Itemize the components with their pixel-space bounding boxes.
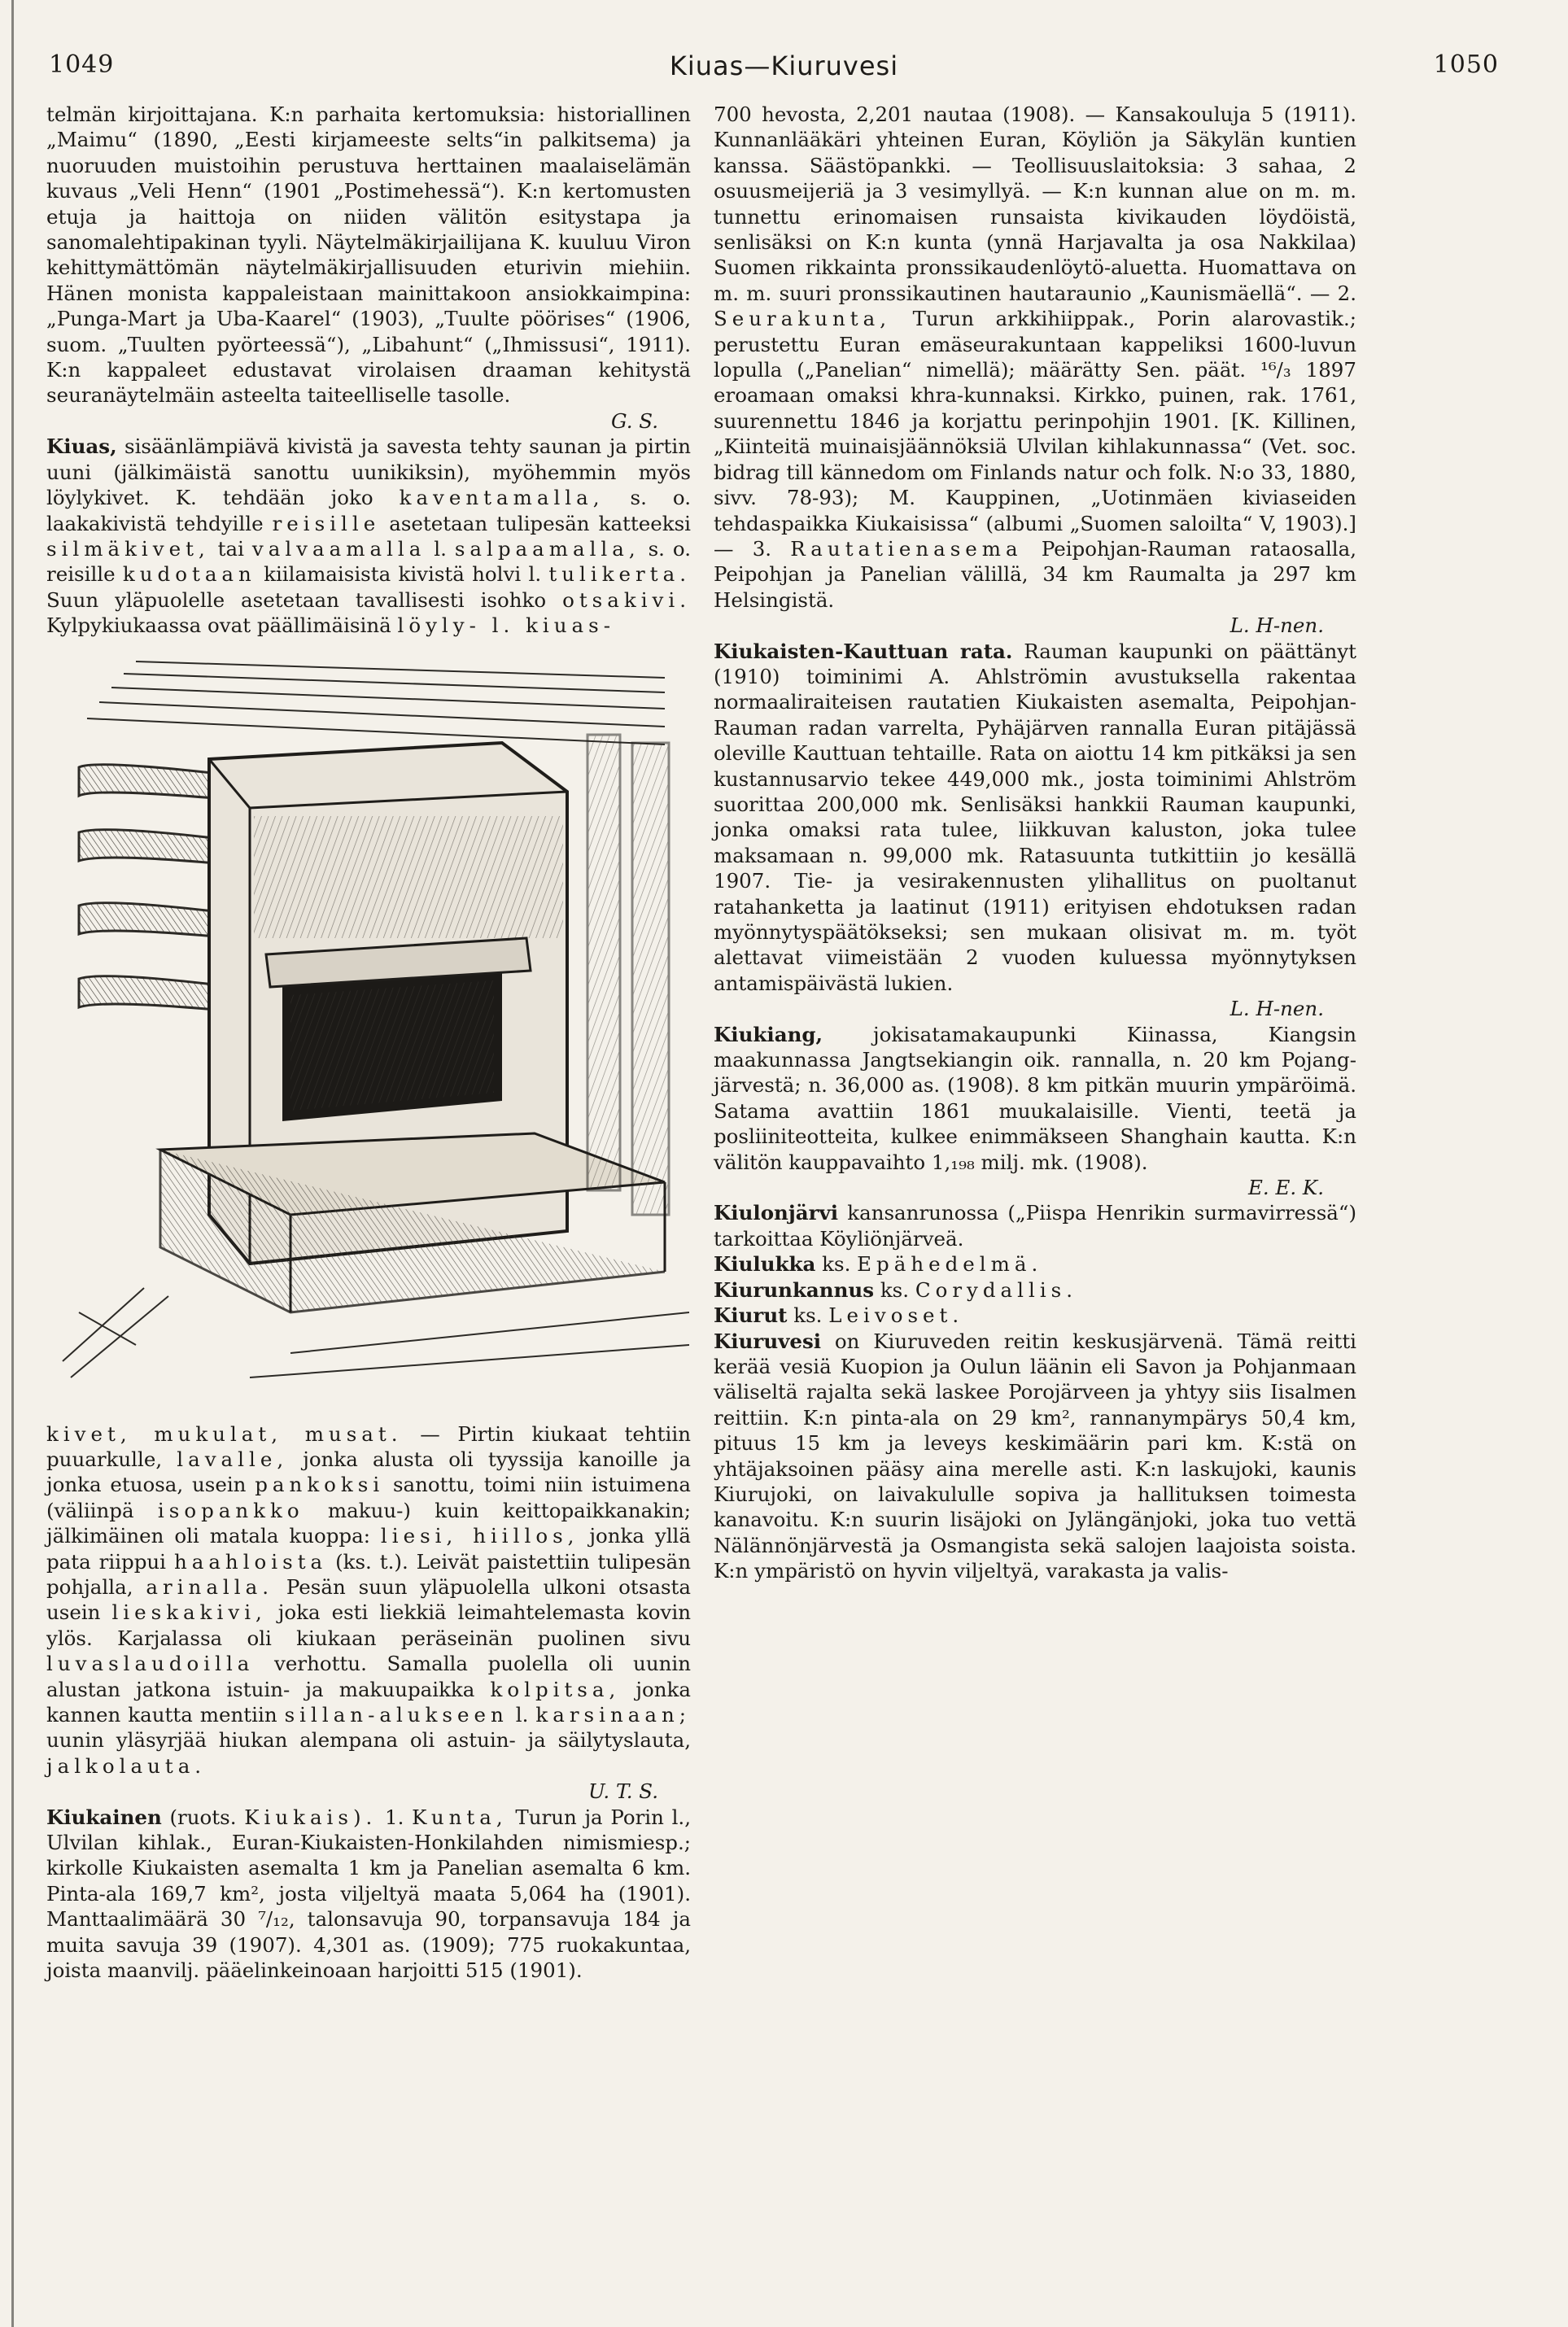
text: sanottu, toimi niin istuimena (väliinpä: [46, 1473, 691, 1522]
text: s. o. reisille: [46, 536, 691, 587]
headword: Kiulonjärvi: [714, 1201, 839, 1225]
text: kiilamaisista kivistä holvi l.: [256, 562, 549, 587]
spaced-term: Kiukais).: [244, 1805, 378, 1829]
entry-kiulonjarvi: [714, 1200, 1356, 1251]
text: Turun ja Porin l., Ulvilan kihlak., Euran-Kiukaisten-Honkilahden nimismiesp.; kirkolle Kiukaisten asemalta 1 km ja Panelian asemalta 6 km. Pinta-ala 169,7 km², josta viljeltyä maata 5,064 ha (1901). Manttaalimäärä 30 ⁷/₁₂, talonsavuja 90, torpansavuja 184 ja muita savuja 39 (1907). 4,301 as. (1909); 775 ruokakuntaa, joista maanvilj. pääelinkeinoaan harjoitti 515 (1901).: [46, 1805, 691, 1983]
text: Pesän suun yläpuolella ulkoni otsasta usein: [46, 1574, 691, 1625]
entry-kiulukka: [714, 1251, 1356, 1277]
text: tai: [209, 536, 252, 561]
spaced-term: karsinaan;: [535, 1703, 691, 1727]
text: kansanrunossa („Piispa Henrikin surmavirressä“) tarkoittaa Köyliönjärveä.: [714, 1201, 1356, 1251]
sauna-stove-drawing: [46, 645, 689, 1418]
text: joka esti liekkiä leimahtelemasta kovin ylös. Karjalassa oli kiukaan peräseinän puolinen sivu: [46, 1600, 691, 1650]
spaced-term: kolpitsa,: [490, 1677, 621, 1701]
page-number-right: 1050: [1433, 50, 1499, 79]
spaced-term: Leivoset.: [828, 1303, 964, 1328]
entry-kiurunkannus: [714, 1277, 1356, 1303]
spaced-term: lavalle,: [177, 1447, 289, 1471]
text: jonka yllä pata riippui: [46, 1524, 691, 1574]
headword: Kiurut: [714, 1303, 788, 1328]
signature: L. H-nen.: [1230, 613, 1324, 638]
spaced-term: löyly- l. kiuas-: [397, 613, 615, 638]
text: l.: [426, 536, 455, 561]
spaced-term: silmäkivet,: [46, 536, 210, 561]
text: Peipohjan-Rauman rataosalla, Peipohjan ja Panelian välillä, 34 km Raumalta ja 297 km Helsingistä.: [714, 536, 1357, 612]
text: s. o. laakakivistä tehdyille: [46, 486, 691, 535]
text: makuu-) kuin keittopaikkanakin; jälkimäinen oli matala kuoppa:: [46, 1498, 691, 1548]
entry-kiuruvesi: [714, 1329, 1356, 1584]
spaced-term: luvaslaudoilla: [46, 1652, 255, 1676]
entry-continuation: [46, 102, 691, 434]
spaced-term: Kunta,: [412, 1805, 508, 1829]
text: jonka alusta oli tyyssija kanoille ja jonka etuosa, usein: [46, 1447, 691, 1497]
spaced-term: otsakivi.: [562, 587, 691, 612]
running-title: Kiuas—Kiuruvesi: [669, 50, 899, 81]
spaced-term: valvaamalla: [251, 536, 426, 561]
spaced-term: kaventamalla,: [399, 486, 605, 510]
spaced-term: haahloista: [173, 1549, 328, 1574]
left-column: [46, 102, 691, 1983]
page-header: [0, 50, 1568, 88]
headword: Kiukainen: [46, 1805, 162, 1829]
headword: Kiurunkannus: [714, 1277, 875, 1302]
spaced-term: jalkolauta.: [46, 1753, 207, 1778]
signature: E. E. K.: [1247, 1176, 1324, 1200]
spaced-term: Rautatienasema: [790, 536, 1023, 561]
signature: L. H-nen.: [1230, 997, 1324, 1021]
text: Suun yläpuolelle asetetaan tavallisesti isohko: [46, 587, 563, 612]
text: Rauman kaupunki on päättänyt (1910) toiminimi A. Ahlströmin avustuksella rakentaa normaaliraiteisen rautatien Kiukaisten asemalta, Peipohjan-Rauman radan varrelta, Pyhäjärven rannalla Euran pitäjässä oleville Kauttuan tehtaille. Rata on aiottu 14 km pitkäksi ja sen kustannusarvio tekee 449,000 mk., josta toiminimi Ahlström suorittaa 200,000 mk. Senlisäksi hankkii Rauman kaupunki, jonka omaksi rata tulee, liikkuvan kaluston, joka tulee maksamaan n. 99,000 mk. Ratasuunta tutkittiin jo kesällä 1907. Tie- ja vesirakennusten ylihallitus on puoltanut ratahanketta ja laatinut (1911) erityisen ehdotuksen radan myönnytyspäätökseksi; sen mukaan olisivat m. m. työt alettavat viimeistään 2 vuoden kuluessa myönnytyksen antamispäivästä lukien.: [714, 639, 1356, 995]
text: — Pirtin kiukaat tehtiin puuarkulle,: [46, 1421, 691, 1471]
spaced-term: kivet, mukulat, musat.: [46, 1421, 403, 1446]
entry-kiukainen-continued: [714, 102, 1356, 639]
text: l.: [508, 1703, 536, 1727]
entry-kiukainen: [46, 1805, 691, 1984]
spaced-term: sillan-alukseen: [284, 1703, 509, 1727]
spaced-term: reisille: [272, 511, 381, 535]
text: on Kiuruveden reitin keskusjärvenä. Tämä reitti kerää vesiä Kuopion ja Oulun läänin eli Savon ja Pohjanmaan väliseltä rajalta sekä laskee Porojärveen ja yhtyy siis Iisalmen reittiin. K:n pinta-ala on 29 km², rannanympärys 50,4 km, pituus 15 km ja leveys keskimäärin pari km. K:stä on yhtäjaksoinen pääsy aina merelle asti. K:n laskujoki, kaunis Kiurujoki, on laivakululle sopiva ja hallituksen toimesta kanavoitu. K:n suurin lisäjoki on Jylängänjoki, joka tuo vettä Nälännönjärvestä ja Osmangista sekä salojen laajoista soista. K:n ympäristö on hyvin viljeltyä, varakasta ja valis-: [714, 1329, 1356, 1583]
text: Turun arkkihiippak., Porin alarovastik.; perustettu Euran emäseurakuntaan kappeliksi 1600-luvun lopulla („Panelian“ nimellä); määrätty Sen. päät. ¹⁶/₃ 1897 eroamaan omaksi khra-kunnaksi. Kirkko, puinen, rak. 1761, suurennettu 1846 ja korjattu perinpohjin 1901. [K. Killinen, „Kiinteitä muinaisjäännöksiä Ulvilan kihlakunnassa“ (Vet. soc. bidrag till kännedom om Finlands natur och folk. N:o 33, 1880, sivv. 78-93); M. Kauppinen, „Uotinmäen kiviaseiden tehdaspaikka Kiukaisissa“ (albumi „Suomen saloilta“ V, 1903).] — 3.: [714, 307, 1356, 561]
spaced-term: tulikerta.: [548, 562, 691, 587]
entry-kiuas-continued: [46, 1421, 691, 1805]
text: ks.: [815, 1252, 858, 1277]
text: 1.: [377, 1805, 413, 1829]
spaced-term: lieskakivi,: [111, 1600, 267, 1625]
text: uunin yläsyrjää hiukan alempana oli astuin- ja säilytyslauta,: [46, 1728, 691, 1753]
text: jokisatamakaupunki Kiinassa, Kiangsin maakunnassa Jangtsekiangin oik. rannalla, n. 20 km Pojang-järvestä; n. 36,000 as. (1908). 8 km pitkän muurin ympäröimä. Satama avattiin 1861 muukalaisille. Vienti, teetä ja posliiniteotteita, kulkee enimmäkseen Shanghain kautta. K:n välitön kauppavaihto 1,₁₉₈ milj. mk. (1908).: [714, 1022, 1356, 1174]
spaced-term: kudotaan: [122, 562, 256, 587]
entry-kiukiang: [714, 1022, 1356, 1201]
text: asetetaan tulipesän katteeksi: [380, 511, 691, 535]
text: 700 hevosta, 2,201 nautaa (1908). — Kansakouluja 5 (1911). Kunnanlääkäri yhteinen Euran, Köyliön ja Säkylän kuntien kanssa. Säästöpankki. — Teollisuuslaitoksia: 3 sahaa, 2 osuusmeijeriä ja 3 vesimyllyä. — K:n kunnan alue on m. m. tunnettu erinomaisen runsaista kivikauden löydöistä, senlisäksi on K:n kunta (ynnä Harjavalta ja osa Nakkilaa) Suomen rikkainta pronssikaudenlöytö-aluetta. Huomattava on m. m. suuri pronssikautinen hautaraunio „Kaunismäellä“. — 2.: [714, 103, 1356, 305]
spaced-term: liesi, hiillos,: [380, 1524, 579, 1548]
spaced-term: pankoksi: [255, 1473, 385, 1497]
entry-kiuas: [46, 434, 691, 638]
kiuas-illustration: [46, 645, 689, 1418]
signature: G. S.: [611, 408, 658, 433]
headword: Kiukiang,: [714, 1022, 823, 1046]
spaced-term: Corydallis.: [915, 1277, 1078, 1302]
paragraph-text: telmän kirjoittajana. K:n parhaita kertomuksia: historiallinen „Maimu“ (1890, „Eesti kirjameeste selts“in palkitsema) ja nuoruuden muistoihin perustuva herttainen maalaiselämän kuvaus „Veli Henn“ (1901 „Postimehessä“). K:n kertomusten etuja ja haittoja on niiden välitön esitystapa ja sanomalehtipakinan tyyli. Näytelmäkirjailijana K. kuuluu Viron kehittymättömän näytelmäkirjallisuuden eturivin miehiin. Hänen monista kappaleistaan mainittakoon ansiokkaimpina: „Punga-Mart ja Uba-Kaarel“ (1903), „Tuulte pöörises“ (1906, suom. „Tuulten pyörteessä“), „Libahunt“ („Ihmissusi“, 1911). K:n kappaleet edustavat virolaisen draaman kehitystä seuranäytelmäin asteelta taiteelliselle tasolle.: [46, 103, 691, 408]
spaced-term: Seurakunta,: [714, 307, 892, 331]
headword: Kiukaisten-Kauttuan rata.: [714, 639, 1013, 663]
headword: Kiuruvesi: [714, 1329, 822, 1353]
entry-kiukaisten-kauttuan-rata: [714, 639, 1356, 1022]
text: sisäänlämpiävä kivistä ja savesta tehty saunan ja pirtin uuni (jälkimäistä sanottu uunikiksin), myöhemmin myös löylykivet. K. tehdään joko: [46, 434, 691, 510]
entry-kiurut: [714, 1303, 1356, 1328]
text: (ruots.: [161, 1805, 245, 1829]
text: verhottu. Samalla puolella oli uunin alustan jatkona istuin- ja makuupaikka: [46, 1652, 691, 1701]
text: (ks. t.). Leivät paistettiin tulipesän pohjalla,: [46, 1549, 691, 1599]
text: ks.: [874, 1277, 915, 1302]
page-binding-edge: [11, 0, 14, 2327]
signature: U. T. S.: [588, 1779, 658, 1804]
text: jonka kannen kautta mentiin: [46, 1677, 691, 1727]
text: ks.: [787, 1303, 829, 1328]
page-number-left: 1049: [49, 50, 115, 79]
spaced-term: arinalla.: [146, 1574, 273, 1599]
spaced-term: salpaamalla,: [454, 536, 640, 561]
right-column: [714, 102, 1356, 1584]
headword: Kiuas,: [46, 434, 117, 459]
spaced-term: isopankko: [157, 1498, 304, 1522]
headword: Kiulukka: [714, 1252, 816, 1277]
spaced-term: Epähedelmä.: [857, 1252, 1043, 1277]
text: Kylpykiukaassa ovat päällimäisinä: [46, 613, 398, 638]
